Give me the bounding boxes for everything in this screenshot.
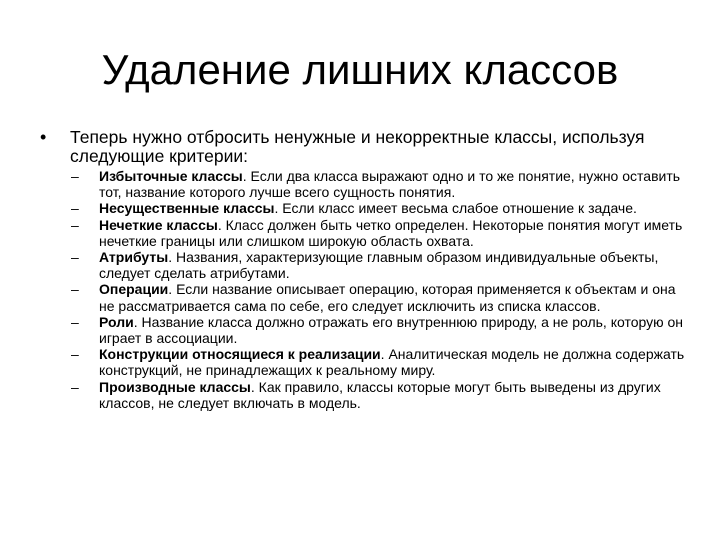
criteria-term: Нечеткие классы [99,216,218,233]
criteria-term: Роли [99,313,134,330]
dash-marker: – [71,281,79,298]
criteria-item-operations [71,281,686,313]
criteria-description: . Если название описывает операцию, которая применяется к объектам и она не рассматривается сама по себе, его следует исключить из списка классов. [99,281,676,314]
criteria-text [99,200,686,216]
criteria-description: . Как правило, классы которые могут быть выведены из других классов, не следует включать в модель. [99,378,661,411]
slide-body [36,128,686,411]
criteria-item-redundant [71,168,686,200]
criteria-description: . Если класс имеет весьма слабое отношение к задаче. [274,200,637,217]
criteria-item-irrelevant [71,200,686,216]
criteria-text [99,281,686,313]
criteria-description: . Если два класса выражают одно и то же понятие, нужно оставить тот, название которого лучше всего сущность понятия. [99,168,681,201]
criteria-text [99,346,686,378]
criteria-text [99,249,686,281]
criteria-item-roles [71,314,686,346]
criteria-description: . Название класса должно отражать его внутреннюю природу, а не роль, которую он играет в ассоциации. [99,313,684,347]
criteria-item-derived [71,379,686,411]
bullet-marker: • [40,127,47,147]
criteria-term: Несущественные классы [99,200,275,217]
dash-marker: – [71,313,79,330]
criteria-term: Атрибуты [99,249,169,266]
criteria-item-implementation [71,346,686,378]
criteria-text [99,168,686,200]
main-bullet [36,128,686,165]
criteria-term: Производные классы [99,378,251,395]
criteria-description: . Названия, характеризующие главным образом индивидуальные объекты, следует сделать атрибутами. [99,249,659,282]
criteria-text [99,217,686,249]
criteria-term: Операции [99,281,169,298]
dash-marker: – [71,216,79,233]
dash-marker: – [71,200,79,217]
slide-title: Удаление лишних классов [101,46,619,93]
criteria-term: Избыточные классы [99,168,243,184]
criteria-text [99,379,686,411]
criteria-description: . Аналитическая модель не должна содержать конструкций, не принадлежащих к реальному миру. [99,346,685,379]
dash-marker: – [71,249,79,266]
criteria-term: Конструкции относящиеся к реализации [99,346,381,363]
dash-marker: – [71,168,79,184]
main-bullet-text: Теперь нужно отбросить ненужные и некорректные классы, используя следующие критерии: [70,127,645,166]
criteria-description: . Класс должен быть четко определен. Некоторые понятия могут иметь нечеткие границы или слишком широкую область охвата. [99,216,683,249]
criteria-item-attributes [71,249,686,281]
criteria-item-vague [71,217,686,249]
dash-marker: – [71,346,79,363]
dash-marker: – [71,378,79,395]
criteria-text [99,314,686,346]
criteria-list [71,168,686,411]
